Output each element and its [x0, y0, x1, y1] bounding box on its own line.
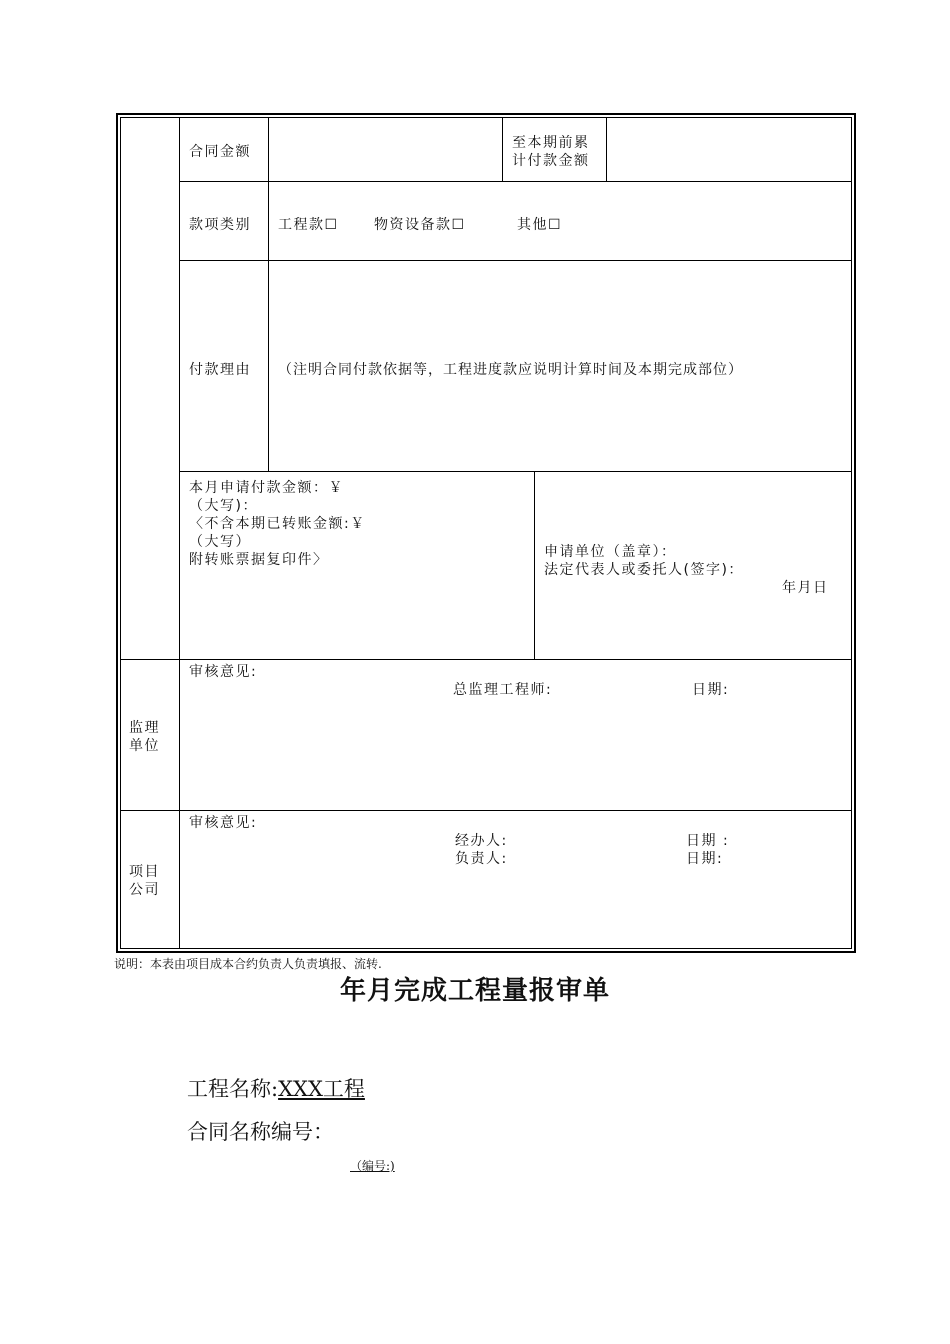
row-rule-4 — [120, 659, 852, 660]
contract-amount-label: 合同金额 — [189, 144, 251, 160]
company-review-opinion-label: 审核意见: — [189, 815, 258, 831]
document-title: 年月完成工程量报审单 — [339, 976, 610, 1006]
row-rule-1 — [179, 181, 852, 182]
attachment-note-line: 附转账票据复印件〉 — [189, 552, 329, 568]
payment-type-option-materials[interactable]: 物资设备款☐ — [374, 217, 466, 233]
cumulative-paid-value-field[interactable] — [608, 119, 850, 179]
payment-type-label: 款项类别 — [189, 217, 251, 233]
row-rule-3 — [179, 471, 852, 472]
payment-type-option-other[interactable]: 其他☐ — [517, 217, 563, 233]
excluded-amount-line: 〈不含本期已转账金额:￥ — [189, 516, 366, 532]
excluded-amount-capital-line: （大写） — [189, 534, 251, 550]
supervisor-review-opinion-label: 审核意见: — [189, 664, 258, 680]
project-company-label-line1: 项目 — [129, 864, 160, 880]
supervisor-date-label: 日期: — [692, 682, 730, 698]
apply-amount-capital-line: （大写)： — [189, 498, 258, 514]
label-column-divider — [268, 117, 269, 471]
handler-signature: 经办人: — [455, 833, 508, 849]
application-date: 年月日 — [782, 580, 829, 596]
project-name-value: XXX工程 — [278, 1077, 365, 1101]
responsible-date-label: 日期: — [686, 851, 724, 867]
cumulative-right-divider — [606, 117, 607, 181]
cumulative-paid-label-line2: 计付款金额 — [512, 153, 590, 169]
cumulative-left-divider — [502, 117, 503, 181]
payment-reason-note: （注明合同付款依据等，工程进度款应说明计算时间及本期完成部位） — [278, 362, 743, 378]
project-name-line — [187, 1073, 365, 1103]
row-rule-5 — [120, 810, 852, 811]
supervisor-unit-label-line2: 单位 — [129, 738, 160, 754]
number-note: （编号:) — [350, 1159, 395, 1173]
project-company-label-line2: 公司 — [129, 882, 160, 898]
row-rule-2 — [179, 260, 852, 261]
handler-date-label: 日期 : — [686, 833, 730, 849]
cumulative-paid-label-line1: 至本期前累 — [512, 135, 590, 151]
payment-type-option-engineering[interactable]: 工程款☐ — [278, 217, 339, 233]
apply-section-divider — [534, 471, 535, 659]
left-column-divider — [179, 117, 180, 949]
contract-amount-value-field[interactable] — [270, 119, 500, 179]
supervisor-unit-label-line1: 监理 — [129, 720, 160, 736]
chief-supervisor-signature: 总监理工程师: — [453, 682, 553, 698]
project-name-label: 工程名称: — [187, 1077, 279, 1101]
responsible-person-signature: 负责人: — [455, 851, 508, 867]
applicant-unit-stamp: 申请单位（盖章）： — [544, 544, 677, 560]
contract-name-number-label: 合同名称编号： — [187, 1120, 334, 1144]
legal-representative-signature: 法定代表人或委托人(签字)： — [544, 562, 744, 578]
payment-reason-label: 付款理由 — [189, 362, 251, 378]
apply-amount-line: 本月申请付款金额：￥ — [189, 480, 344, 496]
table-footnote: 说明：本表由项目成本合约负责人负责填报、流转. — [114, 957, 382, 971]
